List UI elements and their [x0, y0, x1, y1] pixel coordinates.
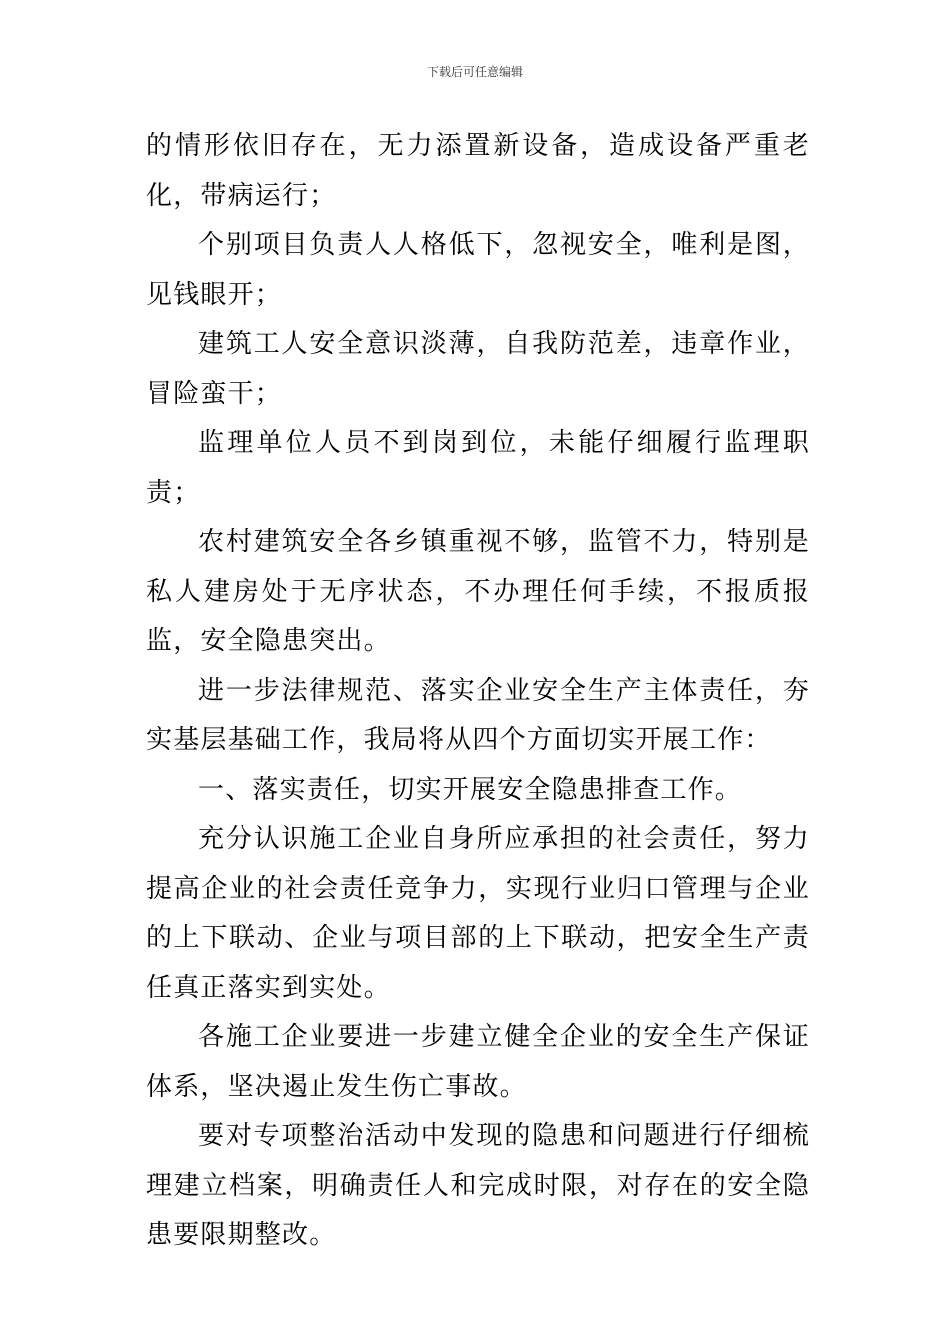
- paragraph: 各施工企业要进一步建立健全企业的安全生产保证体系，坚决遏止发生伤亡事故。: [146, 1022, 810, 1102]
- paragraph: 建筑工人安全意识淡薄，自我防范差，违章作业，冒险蛮干；: [146, 329, 810, 409]
- paragraph: 要对专项整治活动中发现的隐患和问题进行仔细梳理建立档案，明确责任人和完成时限，对存在的安全隐患要限期整改。: [146, 1121, 810, 1250]
- header-note: 下载后可任意编辑: [426, 65, 523, 79]
- paragraph: 的情形依旧存在，无力添置新设备，造成设备严重老化，带病运行；: [146, 131, 810, 211]
- paragraph: 监理单位人员不到岗到位，未能仔细履行监理职责；: [146, 428, 810, 508]
- section-heading: 一、落实责任，切实开展安全隐患排查工作。: [198, 774, 743, 805]
- paragraph: 个别项目负责人人格低下，忽视安全，唯利是图，见钱眼开；: [146, 230, 810, 310]
- paragraph: 充分认识施工企业自身所应承担的社会责任，努力提高企业的社会责任竞争力，实现行业归口管理与企业的上下联动、企业与项目部的上下联动，把安全生产责任真正落实到实处。: [146, 824, 810, 1003]
- document-body: [146, 122, 810, 1261]
- paragraph: 农村建筑安全各乡镇重视不够，监管不力，特别是私人建房处于无序状态，不办理任何手续，不报质报监，安全隐患突出。: [146, 527, 810, 656]
- paragraph: 进一步法律规范、落实企业安全生产主体责任，夯实基层基础工作，我局将从四个方面切实开展工作：: [146, 675, 810, 755]
